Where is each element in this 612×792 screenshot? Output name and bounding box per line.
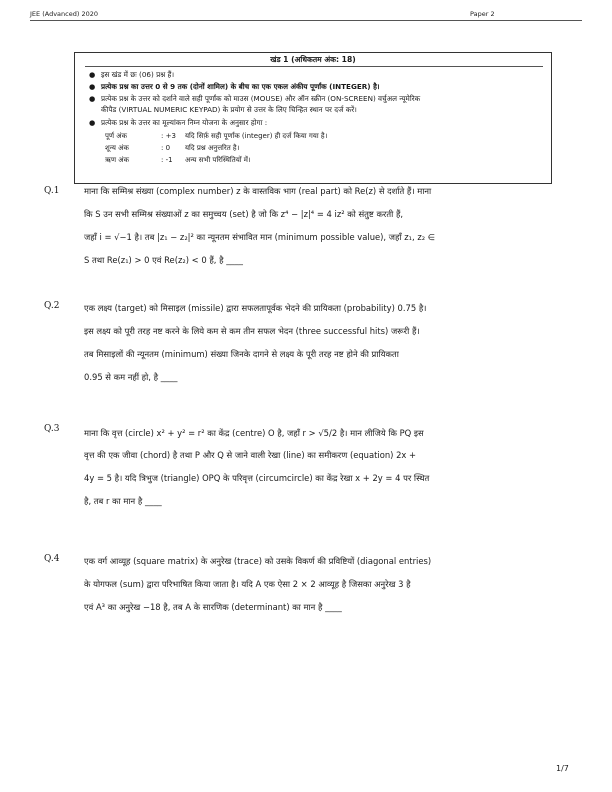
bullet-dot-icon: ●	[89, 94, 96, 103]
question-text-line: 0.95 से कम नहीं हो, है ____	[84, 372, 178, 382]
section-title-rule	[85, 66, 543, 67]
question-text-line: एक वर्ग आव्यूह (square matrix) के अनुरेख (trace) को उसके विकर्ण की प्रविष्टियों (diagonal entries)	[84, 556, 432, 566]
question-number: Q.4	[44, 554, 60, 564]
question-text-line: S तथा Re(z₁) > 0 एवं Re(z₂) < 0 हैं, है ____	[84, 255, 243, 265]
exam-title: JEE (Advanced) 2020	[30, 10, 98, 18]
bullet-dot-icon: ●	[89, 118, 96, 127]
question-text-line: कि S उन सभी सम्मिश्र संख्याओं z का समुच्चय (set) है जो कि z⁴ − |z|⁴ = 4 iz² को संतुष्ट करती हैं,	[84, 209, 404, 219]
question-number: Q.2	[44, 301, 60, 311]
question-text-line: माना कि सम्मिश्र संख्या (complex number) z के वास्तविक भाग (real part) को Re(z) से दर्शाते हैं। माना	[84, 186, 432, 196]
question-text-line: 4y = 5 है। यदि त्रिभुज (triangle) OPQ के परिवृत्त (circumcircle) का केंद्र रेखा x + 2y = 4 पर स्थित	[84, 473, 430, 483]
question-text-line: है, तब r का मान है ____	[84, 496, 162, 506]
header-rule	[30, 20, 582, 21]
question-text-line: एक लक्ष्य (target) को मिसाइल (missile) द्वारा सफलतापूर्वक भेदने की प्रायिकता (probability) 0.75 है।	[84, 303, 427, 313]
bullet-dot-icon: ●	[89, 70, 96, 79]
bullet-dot-icon: ●	[89, 82, 96, 91]
question-text-line: इस लक्ष्य को पूरी तरह नष्ट करने के लिये कम से कम तीन सफल भेदन (three successful hits) जरूरी हैं।	[84, 326, 420, 336]
section-instructions-box: खंड 1 (अधिकतम अंक: 18) ● इस खंड में छः (06) प्रश्न हैं। ● प्रत्येक प्रश्न का उत्तर 0 से 9 तक (दोनों शामिल) के बीच का एक एकल अंकीय पूर्णांक (INTEGER) है। ● प्रत्येक प्रश्न के उत्तर को दर्शाने वाले सही पूर्णांक को माउस (MOUSE) और ऑन स्क्रीन (ON-SCREEN) वर्चुअल न्यूमेरिक कीपैड (VIRTUAL NUMERIC KEYPAD) के प्रयोग से उत्तर के लिए चिन्हित स्थान पर दर्ज करें। ● प्रत्येक प्रश्न के उत्तर का मूल्यांकन निम्न योजना के अनुसार होगा : पूर्ण अंक : +3 यदि सिर्फ़ सही पूर्णांक (integer) ही दर्ज किया गया है। शून्य अंक : 0 यदि प्रश्न अनुत्तरित है। ऋण अंक : -1 अन्य सभी परिस्थितियों में।	[74, 52, 552, 184]
question-text-line: जहाँ i = √−1 है। तब |z₁ − z₂|² का न्यूनतम संभावित मान (minimum possible value), जहाँ z₁, z₂ ∈	[84, 232, 436, 242]
question-number: Q.1	[44, 186, 60, 196]
section-title: खंड 1 (अधिकतम अंक: 18)	[270, 55, 356, 64]
question-text-line: के योगफल (sum) द्वारा परिभाषित किया जाता है। यदि A एक ऐसा 2 × 2 आव्यूह है जिसका अनुरेख 3 है	[84, 579, 411, 589]
question-number: Q.3	[44, 424, 60, 434]
question-text-line: तब मिसाइलों की न्यूनतम (minimum) संख्या जिनके दागने से लक्ष्य के पूरी तरह नष्ट होने की प्रायिकता	[84, 349, 399, 359]
paper-label: Paper 2	[470, 10, 495, 18]
question-text-line: एवं A³ का अनुरेख −18 है, तब A के सारणिक (determinant) का मान है ____	[84, 602, 342, 612]
page-number: 1/7	[556, 764, 569, 773]
question-text-line: माना कि वृत्त (circle) x² + y² = r² का केंद्र (centre) O है, जहाँ r > √5/2 है। मान लीजिये कि PQ इस	[84, 428, 424, 438]
question-text-line: वृत्त की एक जीवा (chord) है तथा P और Q से जाने वाली रेखा (line) का समीकरण (equation) 2x +	[84, 450, 417, 460]
